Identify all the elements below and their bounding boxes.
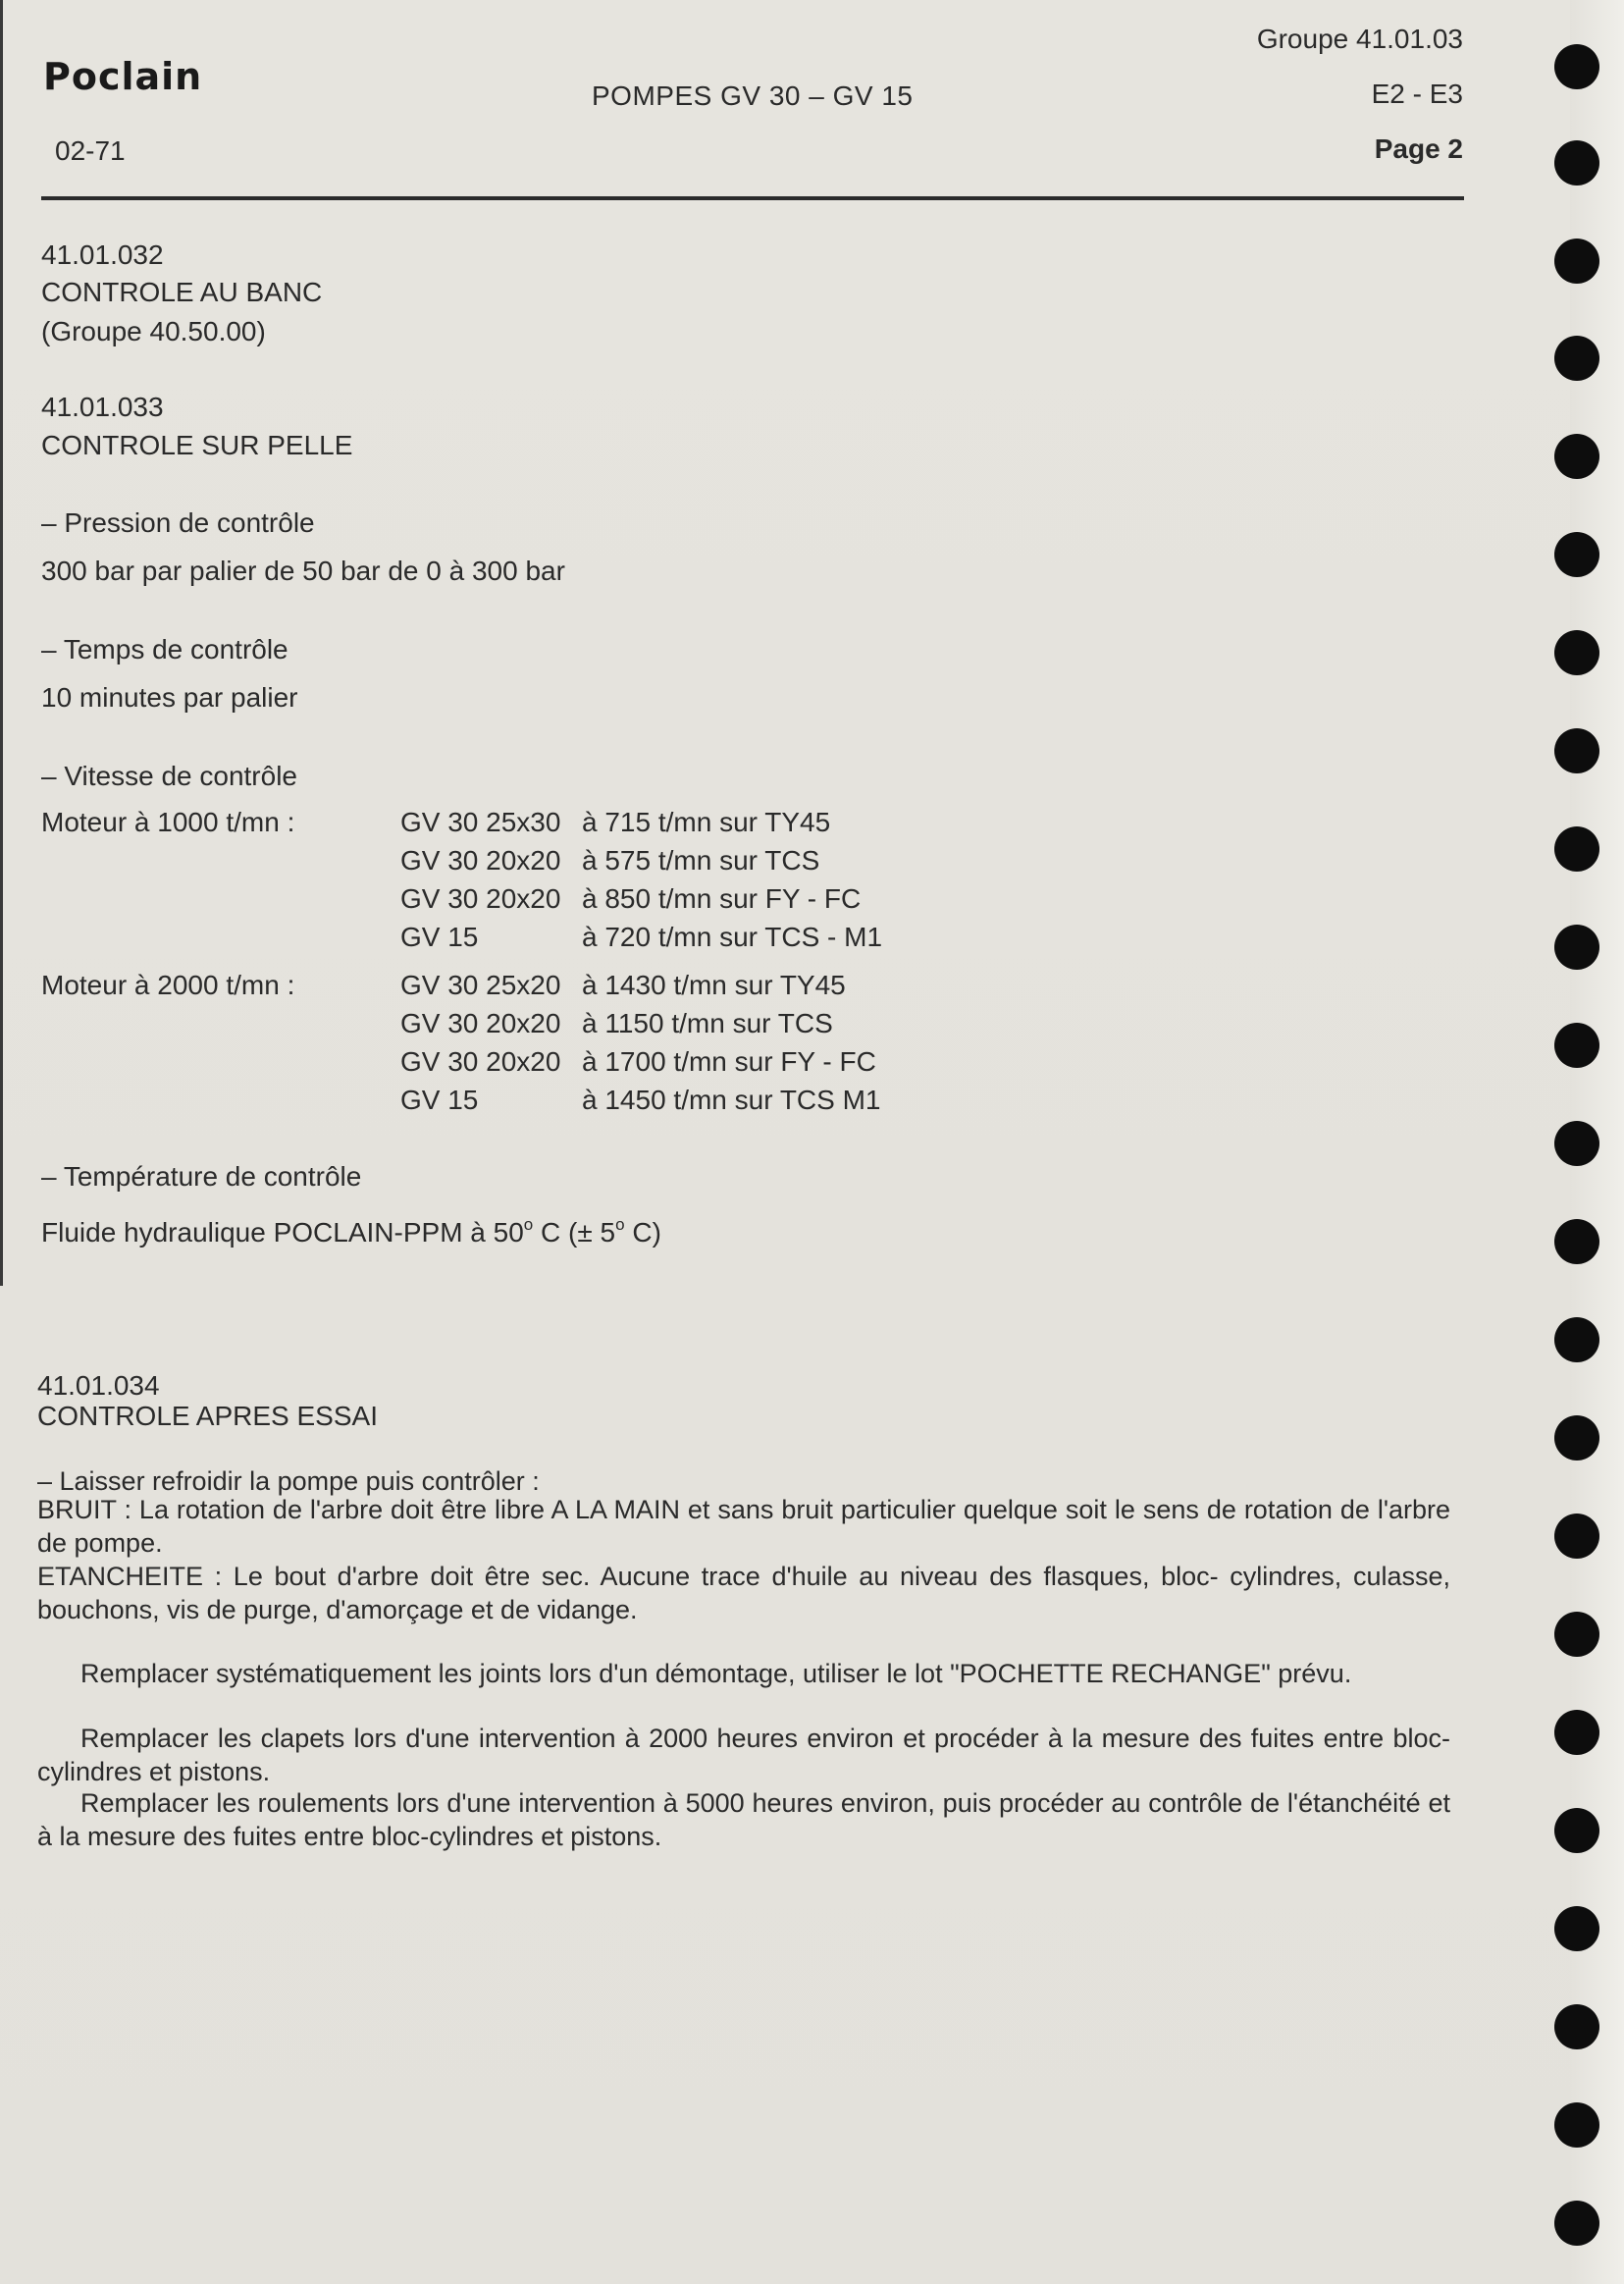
engine-1000-speed: à 575 t/mn sur TCS xyxy=(582,845,820,876)
section-034-title: CONTROLE APRES ESSAI xyxy=(37,1401,378,1431)
section-033-number: 41.01.033 xyxy=(41,392,164,422)
punch-hole xyxy=(1554,826,1599,872)
punch-hole xyxy=(1554,1808,1599,1853)
punch-hole xyxy=(1554,532,1599,577)
page-edge-shadow xyxy=(0,0,3,1286)
engine-2000-pump: GV 15 xyxy=(400,1085,479,1115)
engine-2000-pump: GV 30 25x20 xyxy=(400,970,561,1000)
time-value: 10 minutes par palier xyxy=(41,682,298,713)
temperature-label: – Température de contrôle xyxy=(41,1161,362,1192)
section-033-title: CONTROLE SUR PELLE xyxy=(41,430,353,460)
section-034-number: 41.01.034 xyxy=(37,1370,160,1401)
engine-2000-speed: à 1450 t/mn sur TCS M1 xyxy=(582,1085,881,1115)
engine-2000-speed: à 1700 t/mn sur FY - FC xyxy=(582,1046,876,1077)
temperature-value xyxy=(41,1205,661,1252)
degree-mark: o xyxy=(615,1215,625,1234)
punch-hole xyxy=(1554,728,1599,773)
punch-hole xyxy=(1554,140,1599,186)
page-number: Page 2 xyxy=(1374,133,1463,164)
pressure-value: 300 bar par palier de 50 bar de 0 à 300 bar xyxy=(41,556,565,586)
section-032-title: CONTROLE AU BANC xyxy=(41,277,323,307)
punch-hole xyxy=(1554,1415,1599,1461)
inspection-intro: – Laisser refroidir la pompe puis contrôler : xyxy=(37,1466,540,1496)
engine-2000-label: Moteur à 2000 t/mn : xyxy=(41,970,295,1000)
punch-hole xyxy=(1554,1906,1599,1951)
engine-1000-pump: GV 30 25x30 xyxy=(400,807,561,837)
brand-logo: Poclain xyxy=(43,55,203,98)
section-032-ref: (Groupe 40.50.00) xyxy=(41,316,266,346)
section-032-number: 41.01.032 xyxy=(41,239,164,270)
engine-1000-speed: à 715 t/mn sur TY45 xyxy=(582,807,831,837)
clapets-paragraph: Remplacer les clapets lors d'une intervention à 2000 heures environ et procéder à la mesure des fuites entre bloc-cylindres et pistons. xyxy=(37,1724,1450,1786)
engine-1000-speed: à 850 t/mn sur FY - FC xyxy=(582,883,862,914)
punch-hole xyxy=(1554,239,1599,284)
engine-1000-label: Moteur à 1000 t/mn : xyxy=(41,807,295,837)
engine-2000-pump: GV 30 20x20 xyxy=(400,1046,561,1077)
engine-2000-pump: GV 30 20x20 xyxy=(400,1008,561,1038)
punch-hole xyxy=(1554,336,1599,381)
punch-hole xyxy=(1554,1219,1599,1264)
date-code: 02-71 xyxy=(55,135,126,166)
speed-label: – Vitesse de contrôle xyxy=(41,761,297,791)
engine-1000-pump: GV 30 20x20 xyxy=(400,845,561,876)
engine-2000-speed: à 1430 t/mn sur TY45 xyxy=(582,970,846,1000)
engine-1000-pump: GV 15 xyxy=(400,922,479,952)
punch-hole xyxy=(1554,434,1599,479)
time-label: – Temps de contrôle xyxy=(41,634,288,664)
punch-hole xyxy=(1554,1612,1599,1657)
punch-hole xyxy=(1554,1710,1599,1755)
degree-mark: o xyxy=(523,1215,534,1234)
temperature-text-a: Fluide hydraulique POCLAIN-PPM à 50 xyxy=(41,1217,524,1248)
punch-hole xyxy=(1554,44,1599,89)
roulements-paragraph: Remplacer les roulements lors d'une intervention à 5000 heures environ, puis procéder au contrôle de l'étanchéité et à la mesure des fuites entre bloc-cylindres et pistons. xyxy=(37,1788,1450,1851)
temperature-text-b: C (± 5 xyxy=(533,1217,616,1248)
engine-1000-speed: à 720 t/mn sur TCS - M1 xyxy=(582,922,883,952)
group-number: Groupe 41.01.03 xyxy=(1256,24,1463,54)
punch-hole xyxy=(1554,1023,1599,1068)
etancheite-paragraph: ETANCHEITE : Le bout d'arbre doit être sec. Aucune trace d'huile au niveau des flasques, bloc- cylindres, culasse, bouchons, vis de purge, d'amorçage et de vidange. xyxy=(37,1562,1450,1624)
series-code: E2 - E3 xyxy=(1371,79,1463,109)
engine-1000-pump: GV 30 20x20 xyxy=(400,883,561,914)
punch-hole xyxy=(1554,1317,1599,1362)
temperature-text-c: C) xyxy=(624,1217,661,1248)
punch-hole xyxy=(1554,2004,1599,2049)
engine-2000-speed: à 1150 t/mn sur TCS xyxy=(582,1008,833,1038)
punch-hole xyxy=(1554,630,1599,675)
punch-hole xyxy=(1554,2201,1599,2246)
pressure-label: – Pression de contrôle xyxy=(41,507,315,538)
joints-paragraph: Remplacer systématiquement les joints lors d'un démontage, utiliser le lot "POCHETTE RECHANGE" prévu. xyxy=(80,1659,1352,1688)
bruit-paragraph: BRUIT : La rotation de l'arbre doit être libre A LA MAIN et sans bruit particulier quelque soit le sens de rotation de l'arbre de pompe. xyxy=(37,1495,1450,1558)
punch-hole xyxy=(1554,925,1599,970)
document-title: POMPES GV 30 – GV 15 xyxy=(592,80,914,111)
punch-hole xyxy=(1554,1514,1599,1559)
punch-hole xyxy=(1554,1121,1599,1166)
header-rule xyxy=(41,196,1464,200)
punch-hole xyxy=(1554,2102,1599,2148)
